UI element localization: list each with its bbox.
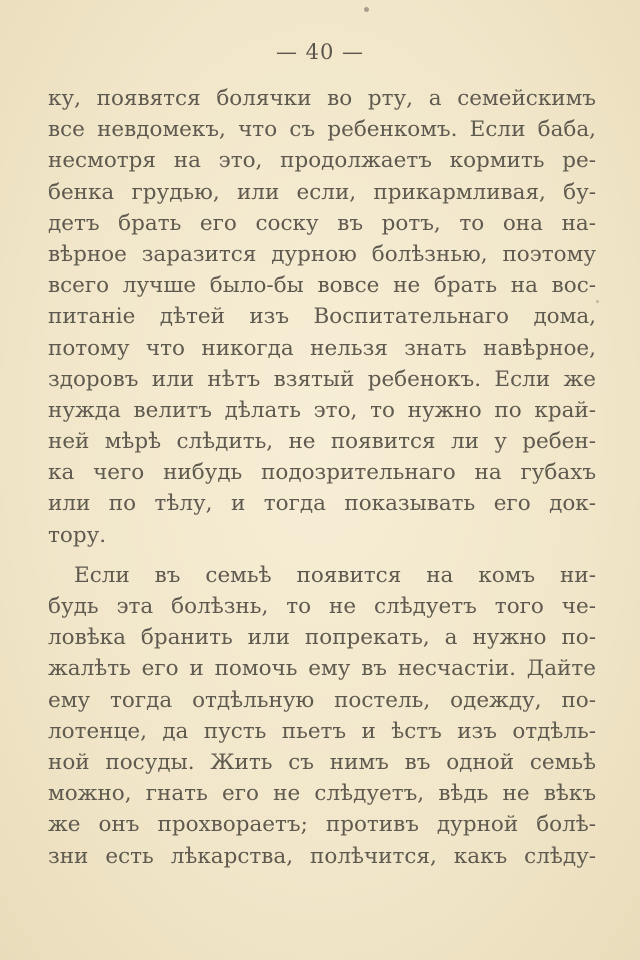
- text-line: лотенце, да пусть пьетъ и ѣстъ изъ отдѣль-: [48, 718, 596, 744]
- text-line: ловѣка бранить или попрекать, а нужно по-: [48, 625, 596, 651]
- body-text: [48, 83, 596, 872]
- text-line: ка чего нибудь подозрительнаго на губахъ: [48, 460, 596, 486]
- text-line: ему тогда отдѣльную постель, одежду, по-: [48, 687, 596, 713]
- text-line: всего лучше было-бы вовсе не брать на вос-: [48, 273, 596, 299]
- text-line: вѣрное заразится дурною болѣзнью, поэтому: [48, 241, 596, 267]
- text-line: или по тѣлу, и тогда показывать его док-: [48, 491, 596, 517]
- text-line: зни есть лѣкарства, полѣчится, какъ слѣду-: [48, 843, 596, 869]
- ink-speck: [364, 7, 369, 12]
- text-line: жалѣть его и помочь ему въ несчастіи. Дайте: [48, 656, 596, 682]
- text-line: бенка грудью, или если, прикармливая, бу-: [48, 179, 596, 205]
- text-line: потому что никогда нельзя знать навѣрное,: [48, 335, 596, 361]
- text-line: можно, гнать его не слѣдуетъ, вѣдь не вѣкъ: [48, 781, 596, 807]
- page-number: — 40 —: [275, 40, 365, 64]
- text-line: нужда велитъ дѣлать это, то нужно по край-: [48, 397, 596, 423]
- text-line: Если въ семьѣ появится на комъ ни-: [74, 562, 596, 588]
- text-line: ней мѣрѣ слѣдить, не появится ли у ребен-: [48, 429, 596, 455]
- paragraph: [48, 560, 596, 872]
- text-line: все невдомекъ, что съ ребенкомъ. Если баба,: [48, 117, 596, 143]
- text-line: питаніе дѣтей изъ Воспитательнаго дома,: [48, 304, 596, 330]
- text-line: здоровъ или нѣтъ взятый ребенокъ. Если же: [48, 366, 596, 392]
- paragraph: [48, 83, 596, 551]
- text-line: детъ брать его соску въ ротъ, то она на-: [48, 210, 596, 236]
- text-line: ной посуды. Жить съ нимъ въ одной семьѣ: [48, 749, 596, 775]
- text-line: тору.: [48, 522, 107, 548]
- text-line: несмотря на это, продолжаетъ кормить ре-: [48, 148, 596, 174]
- ink-speck: [596, 300, 599, 303]
- text-line: будь эта болѣзнь, то не слѣдуетъ того че-: [48, 594, 596, 619]
- text-line: же онъ прохвораетъ; противъ дурной болѣ-: [48, 812, 596, 838]
- text-line: ку, появятся болячки во рту, а семейскимъ: [48, 86, 596, 111]
